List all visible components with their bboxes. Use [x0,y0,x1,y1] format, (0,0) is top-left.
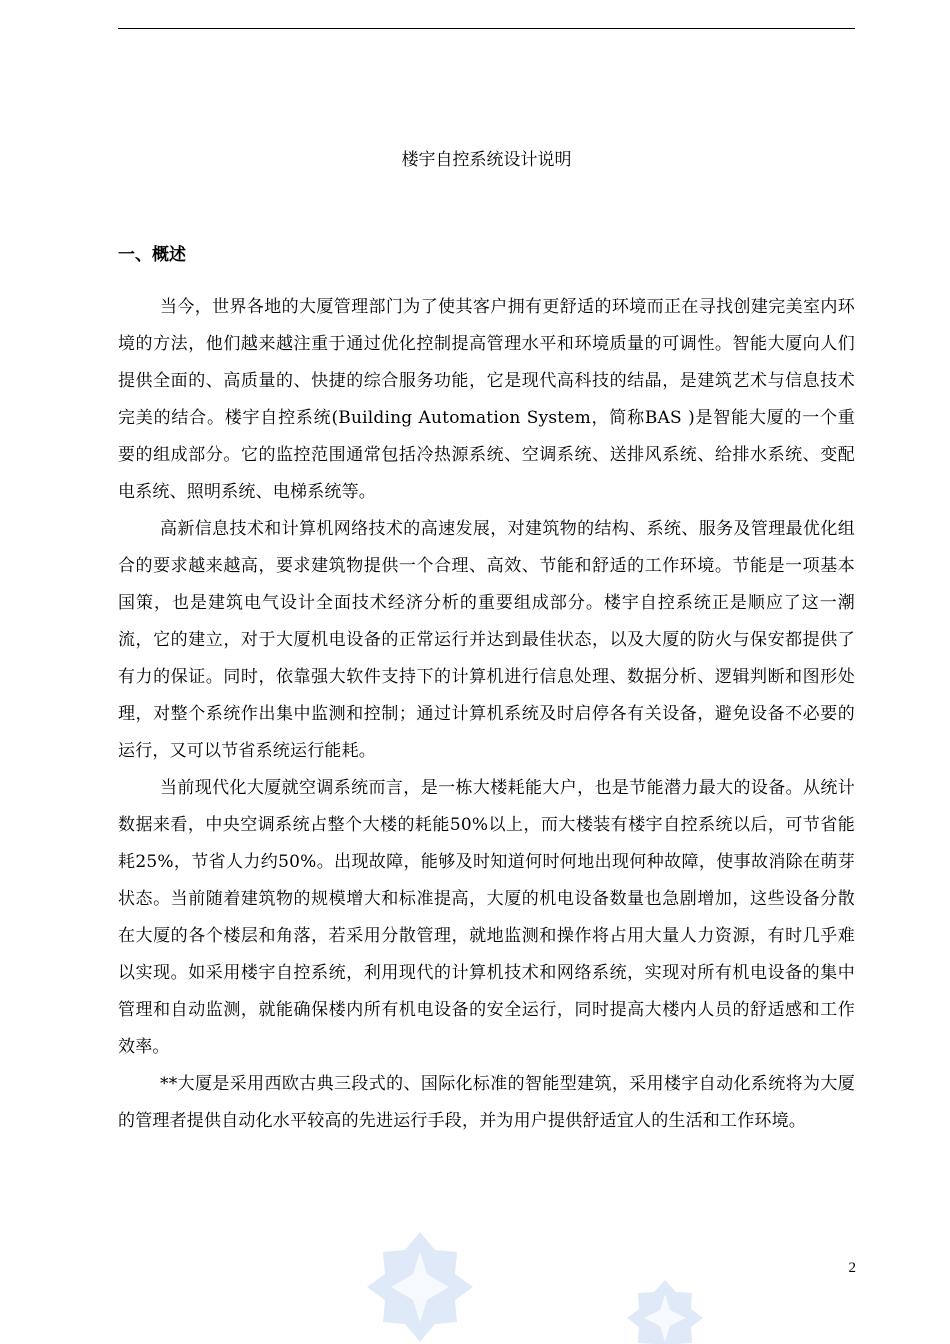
page-number: 2 [848,1260,856,1276]
snowflake-watermark-icon [365,1230,475,1344]
snowflake-watermark-icon [625,1278,705,1344]
paragraph: 高新信息技术和计算机网络技术的高速发展，对建筑物的结构、系统、服务及管理最优化组合的要求越来越高，要求建筑物提供一个合理、高效、节能和舒适的工作环境。节能是一项基本国策，也是建筑电气设计全面技术经济分析的重要组成部分。楼宇自控系统正是顺应了这一潮流，它的建立，对于大厦机电设备的正常运行并达到最佳状态，以及大厦的防火与保安都提供了有力的保证。同时，依靠强大软件支持下的计算机进行信息处理、数据分析、逻辑判断和图形处理，对整个系统作出集中监测和控制；通过计算机系统及时启停各有关设备，避免设备不必要的运行，又可以节省系统运行能耗。 [118,519,855,761]
paragraph: **大厦是采用西欧古典三段式的、国际化标准的智能型建筑，采用楼宇自动化系统将为大厦的管理者提供自动化水平较高的先进运行手段，并为用户提供舒适宜人的生活和工作环境。 [118,1074,855,1131]
paragraph: 当今，世界各地的大厦管理部门为了使其客户拥有更舒适的环境而正在寻找创建完美室内环境的方法，他们越来越注重于通过优化控制提高管理水平和环境质量的可调性。智能大厦向人们提供全面的、高质量的、快捷的综合服务功能，它是现代高科技的结晶，是建筑艺术与信息技术完美的结合。楼宇自控系统(Building Automation System，简称BAS )是智能大厦的一个重要的组成部分。它的监控范围通常包括冷热源系统、空调系统、送排风系统、给排水系统、变配电系统、照明系统、电梯系统等。 [118,297,855,502]
paragraph: 当前现代化大厦就空调系统而言，是一栋大楼耗能大户，也是节能潜力最大的设备。从统计数据来看，中央空调系统占整个大楼的耗能50%以上，而大楼装有楼宇自控系统以后，可节省能耗25%，节省人力约50%。出现故障，能够及时知道何时何地出现何种故障，使事故消除在萌芽状态。当前随着建筑物的规模增大和标准提高，大厦的机电设备数量也急剧增加，这些设备分散在大厦的各个楼层和角落，若采用分散管理，就地监测和操作将占用大量人力资源，有时几乎难以实现。如采用楼宇自控系统，利用现代的计算机技术和网络系统，实现对所有机电设备的集中管理和自动监测，就能确保楼内所有机电设备的安全运行，同时提高大楼内人员的舒适感和工作效率。 [118,778,855,1057]
section-heading: 一、概述 [118,245,186,265]
body-text [118,289,855,1140]
document-title: 楼宇自控系统设计说明 [401,150,572,170]
header-rule [118,28,855,29]
